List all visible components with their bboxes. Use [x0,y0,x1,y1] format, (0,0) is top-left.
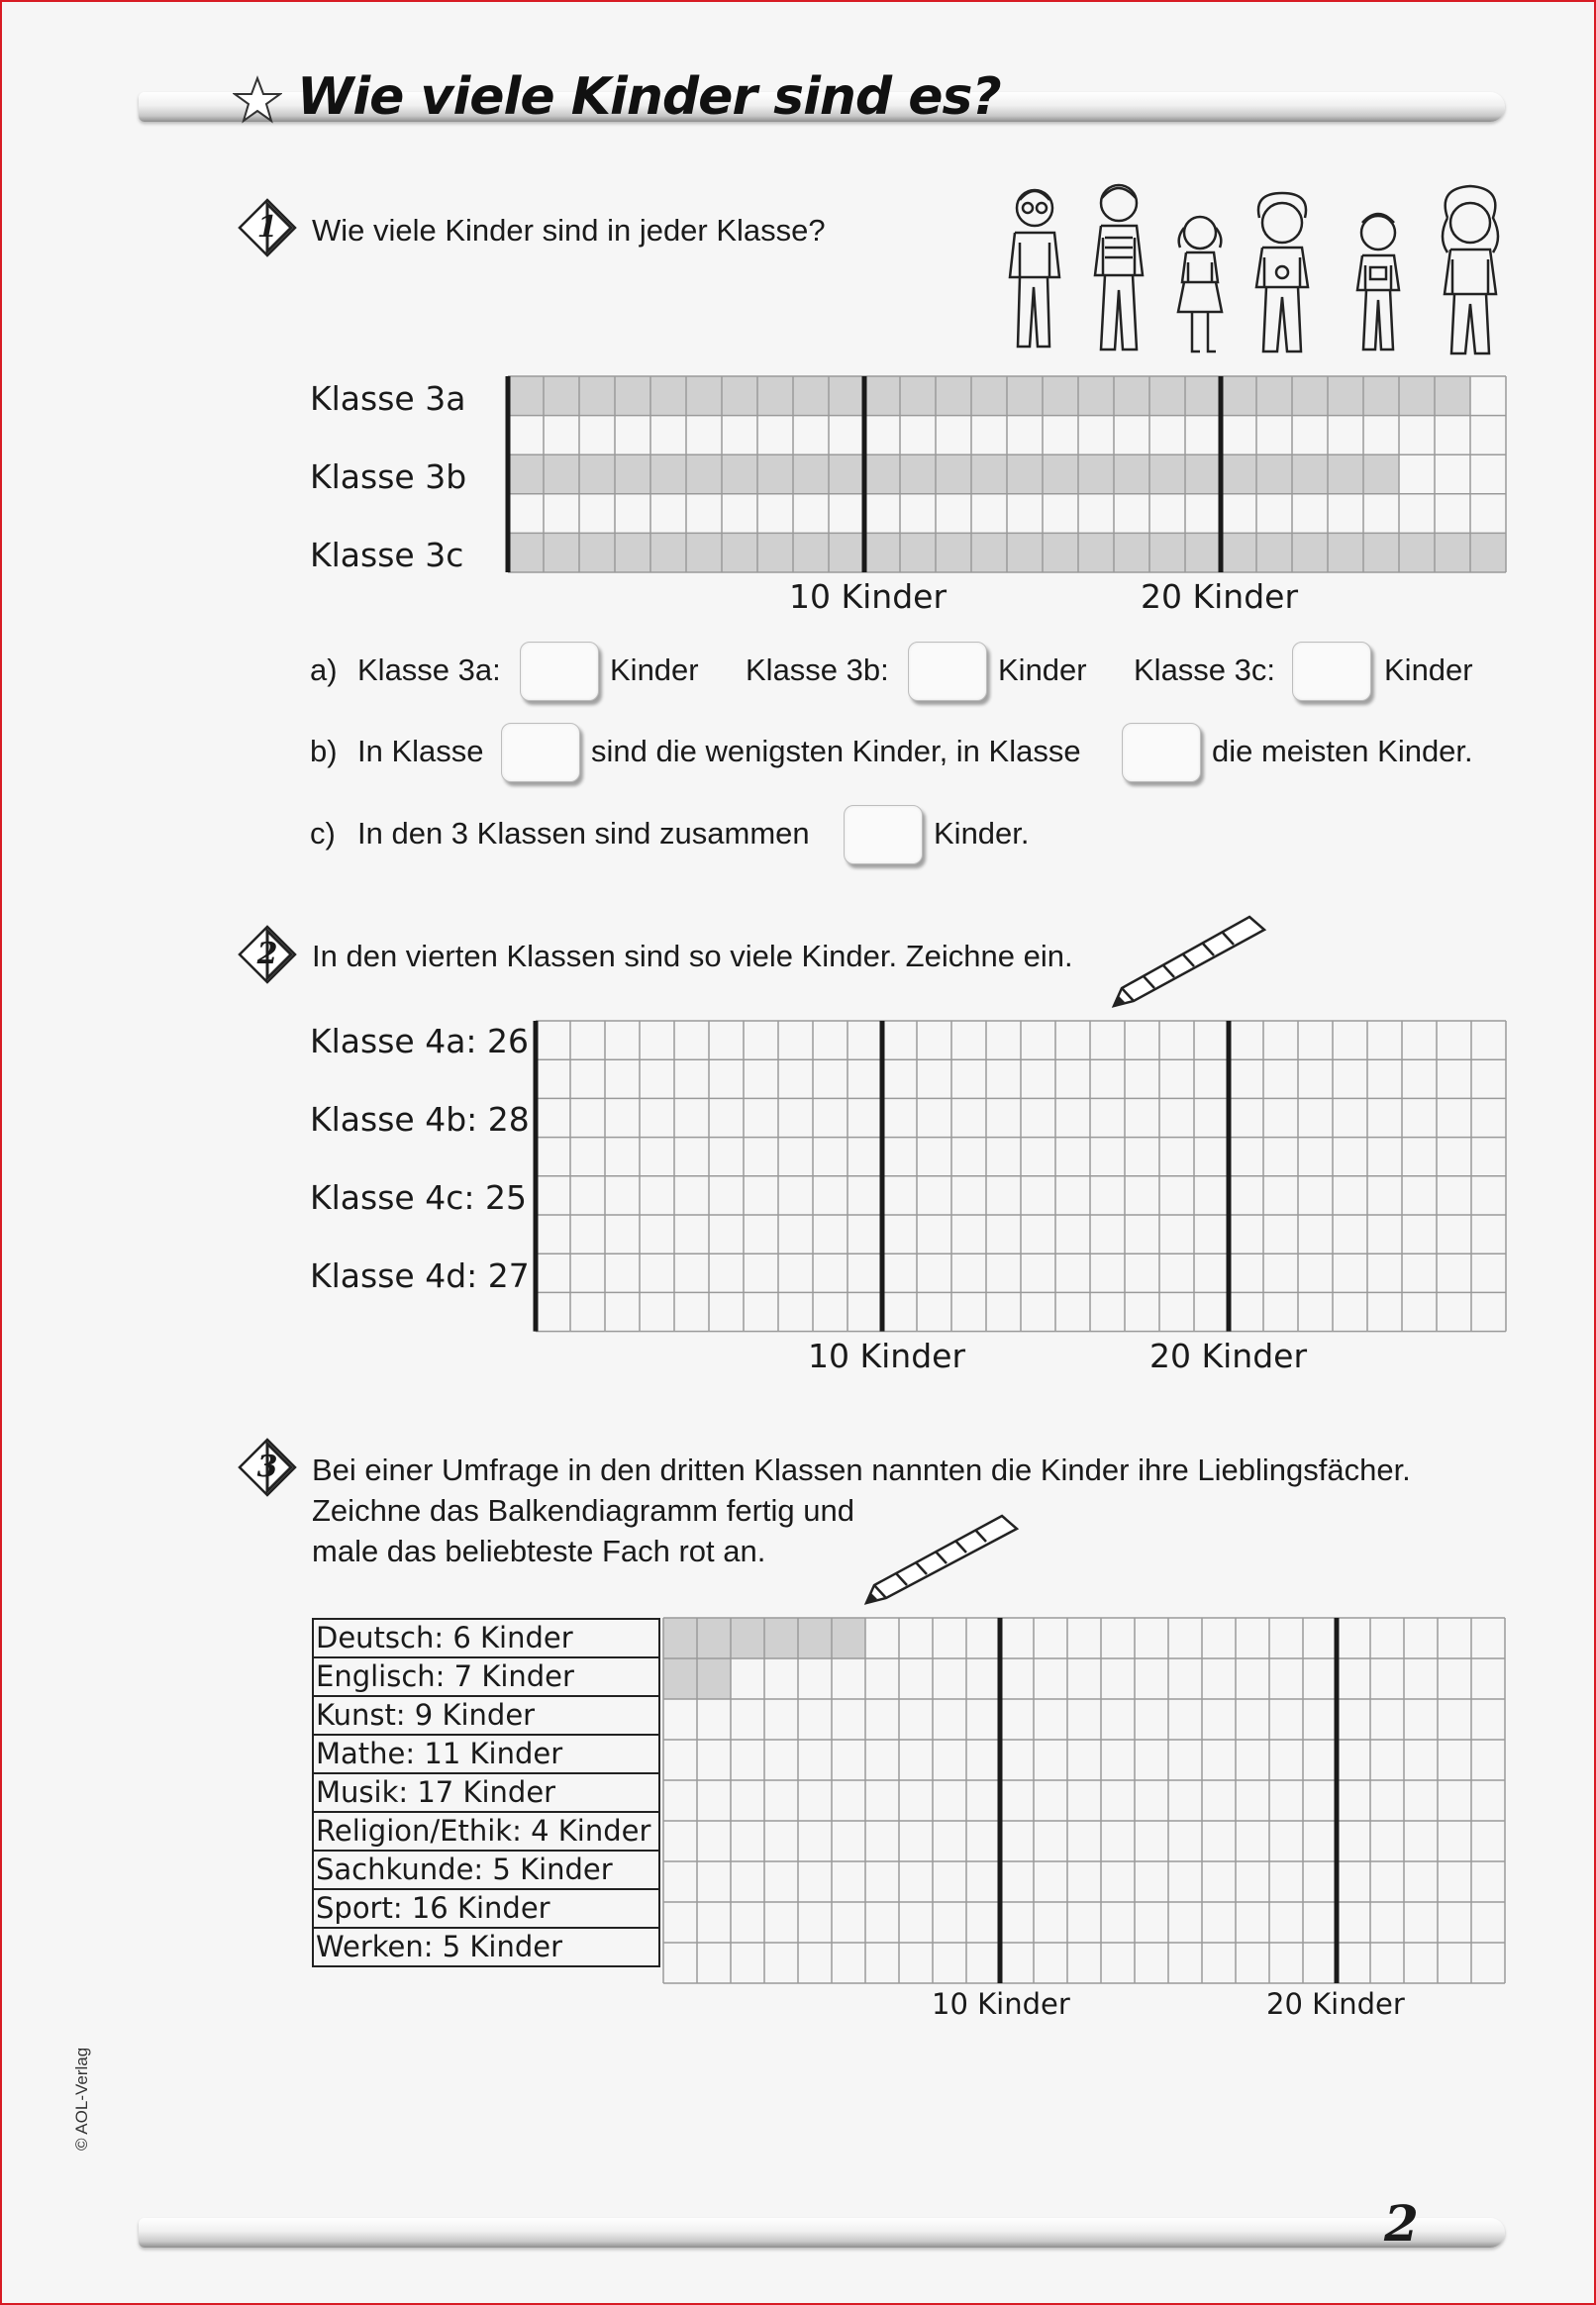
subject-label: Musik: 17 Kinder [313,1773,659,1812]
task-1-question: Wie viele Kinder sind in jeder Klasse? [312,213,826,248]
task-1b-part2: sind die wenigsten Kinder, in Klasse [591,734,1081,768]
footer-band [139,2218,1505,2248]
chart2-label-4b: Klasse 4b: 28 [310,1100,530,1139]
subject-label: Kunst: 9 Kinder [313,1696,659,1735]
task-1-badge: 1 [238,198,297,257]
task-1c-part1: In den 3 Klassen sind zusammen [357,816,810,851]
chart1-label-3b: Klasse 3b [310,457,467,496]
chart2-label-4d: Klasse 4d: 27 [310,1256,530,1295]
children-illustration [990,178,1515,361]
task-1a-label-3b: Klasse 3b: [746,652,889,687]
subject-label: Mathe: 11 Kinder [313,1735,659,1773]
chart1-tick-10: 10 Kinder [789,577,948,616]
pencil-icon [1099,909,1272,1013]
task-1a-label-3c: Klasse 3c: [1134,652,1276,687]
task-1b-prefix: b) [310,734,338,768]
chart1-label-3c: Klasse 3c [310,536,464,574]
task-1a-label-3a: Klasse 3a: [357,652,501,687]
subject-table [312,1618,660,1967]
answer-box-3c[interactable] [1292,642,1371,701]
bar [508,376,1470,416]
task-1b-part1: In Klasse [357,734,484,768]
subject-label: Englisch: 7 Kinder [313,1657,659,1696]
chart3-tick-10: 10 Kinder [932,1987,1070,2021]
answer-box-3a[interactable] [520,642,599,701]
task-1a-unit-3a: Kinder [610,652,699,687]
pencil-icon-2 [851,1510,1025,1609]
bar [508,454,1399,494]
chart2-tick-10: 10 Kinder [808,1337,966,1375]
task-2-question: In den vierten Klassen sind so viele Kinder. Zeichne ein. [312,939,1073,973]
chart2-grid [533,1019,1507,1334]
answer-box-fewest[interactable] [501,723,580,782]
task-3-question-line3: male das beliebteste Fach rot an. [312,1534,766,1568]
task-1a-unit-3b: Kinder [998,652,1087,687]
answer-box-most[interactable] [1122,723,1201,782]
chart1-grid [505,374,1507,574]
page-number: 2 [1384,2194,1419,2253]
chart2-label-4a: Klasse 4a: 26 [310,1022,530,1060]
chart2-label-4c: Klasse 4c: 25 [310,1178,527,1217]
star-icon [233,75,282,125]
copyright: © AOL-Verlag [72,2047,91,2151]
task-1c-prefix: c) [310,816,336,851]
task-1a-unit-3c: Kinder [1384,652,1473,687]
page-title: Wie viele Kinder sind es? [297,67,1001,127]
chart1-label-3a: Klasse 3a [310,379,466,418]
task-3-question-line2: Zeichne das Balkendiagramm fertig und [312,1493,854,1528]
subject-label: Sachkunde: 5 Kinder [313,1851,659,1889]
chart3-grid [661,1616,1507,1984]
answer-box-total[interactable] [844,805,923,864]
task-3-question-line1: Bei einer Umfrage in den dritten Klassen nannten die Kinder ihre Lieblingsfächer. [312,1453,1411,1487]
subject-label: Religion/Ethik: 4 Kinder [313,1812,659,1851]
task-1b-part3: die meisten Kinder. [1212,734,1473,768]
task-2-badge: 2 [238,925,297,984]
subject-label: Sport: 16 Kinder [313,1889,659,1928]
subject-label: Deutsch: 6 Kinder [313,1619,659,1657]
chart3-tick-20: 20 Kinder [1266,1987,1405,2021]
subject-label: Werken: 5 Kinder [313,1928,659,1966]
chart2-tick-20: 20 Kinder [1149,1337,1308,1375]
task-3-badge: 3 [238,1438,297,1497]
chart1-tick-20: 20 Kinder [1141,577,1299,616]
task-1a-prefix: a) [310,652,338,687]
task-1c-part2: Kinder. [934,816,1030,851]
answer-box-3b[interactable] [908,642,987,701]
